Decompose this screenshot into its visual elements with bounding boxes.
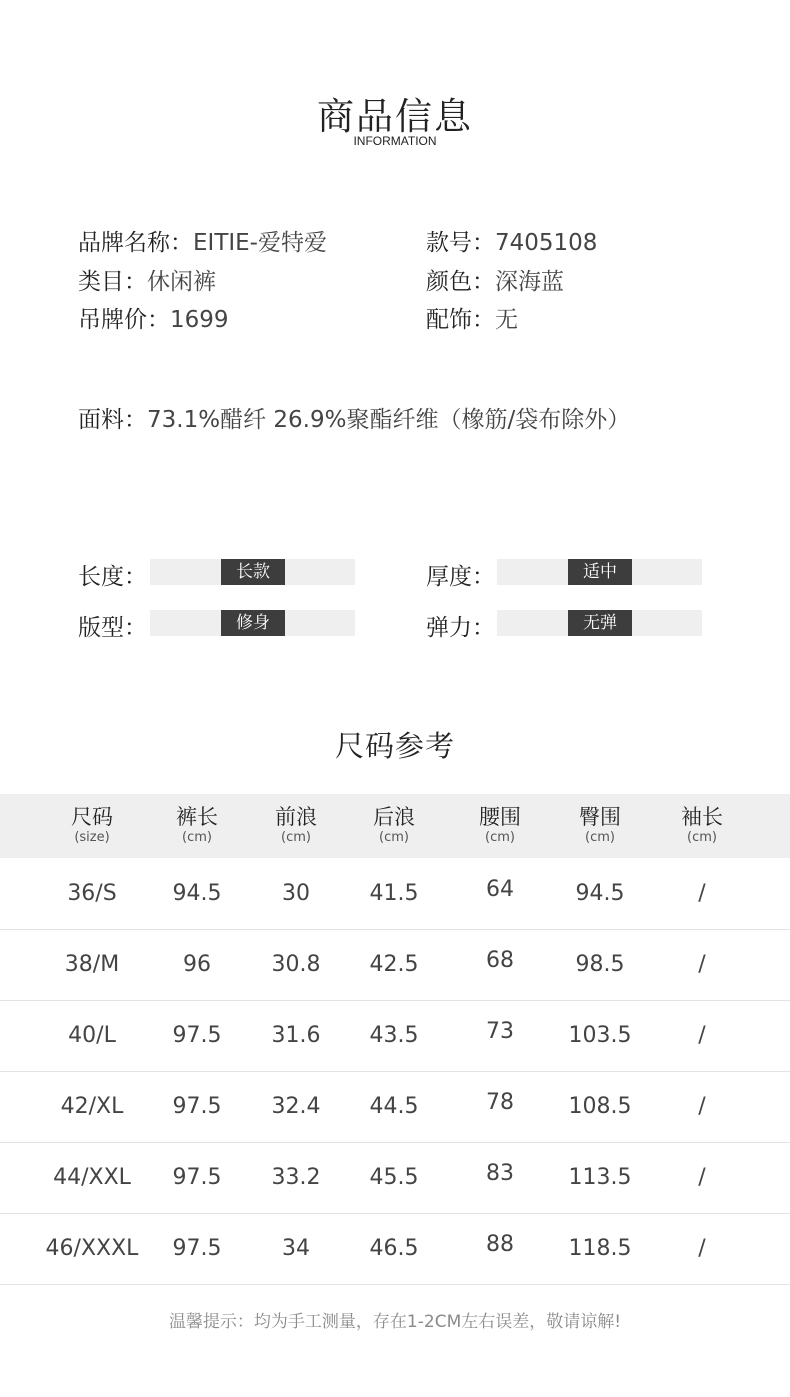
length-scale: [150, 559, 355, 585]
tag-price-value: 1699: [170, 307, 229, 333]
table-cell: 97.5: [172, 1094, 222, 1119]
column-header-sleeve-length: [642, 794, 762, 846]
thickness-scale: [497, 559, 702, 585]
table-cell: 44.5: [369, 1094, 419, 1119]
thickness-label: 厚度：: [426, 564, 495, 590]
column-unit: (cm): [379, 830, 409, 845]
column-header-back-rise: [334, 794, 454, 846]
fit-label: 版型：: [78, 615, 147, 641]
accessory-field: [426, 301, 518, 334]
tag-price-field: [78, 301, 229, 334]
column-name: 后浪: [373, 805, 415, 829]
table-cell: 97.5: [172, 1165, 222, 1190]
table-cell: 36/S: [67, 881, 117, 906]
table-cell: 103.5: [568, 1023, 632, 1048]
brand-field: [78, 224, 327, 257]
color-field: [426, 263, 564, 296]
length-label: 长度：: [78, 564, 147, 590]
table-cell: 42/XL: [60, 1094, 124, 1119]
table-cell: 43.5: [369, 1023, 419, 1048]
column-header-size: [32, 794, 152, 846]
table-cell: 33.2: [271, 1165, 321, 1190]
column-name: 腰围: [479, 805, 521, 829]
size-table-header: [0, 794, 790, 858]
table-cell: /: [698, 881, 706, 906]
column-name: 尺码: [71, 805, 113, 829]
style-no-value: 7405108: [495, 230, 598, 256]
table-cell: 64: [486, 877, 514, 902]
column-unit: (cm): [585, 830, 615, 845]
size-chart-title: 尺码参考: [334, 729, 455, 763]
accessory-label: 配饰：: [426, 307, 495, 333]
table-cell: 45.5: [369, 1165, 419, 1190]
column-unit: (cm): [182, 830, 212, 845]
table-cell: /: [698, 1094, 706, 1119]
table-cell: /: [698, 1165, 706, 1190]
category-field: [78, 263, 216, 296]
section-title-information: 商品信息: [317, 95, 473, 138]
table-cell: 46.5: [369, 1236, 419, 1261]
fabric-field: [78, 401, 630, 434]
table-cell: 31.6: [271, 1023, 321, 1048]
table-cell: 40/L: [68, 1023, 116, 1048]
category-value: 休闲裤: [147, 269, 216, 295]
column-unit: (cm): [687, 830, 717, 845]
table-cell: 34: [282, 1236, 310, 1261]
brand-value: EITIE-爱特爱: [193, 230, 327, 256]
tag-price-label: 吊牌价：: [78, 307, 170, 333]
table-cell: /: [698, 1236, 706, 1261]
column-name: 前浪: [275, 805, 317, 829]
table-cell: 41.5: [369, 881, 419, 906]
color-label: 颜色：: [426, 269, 495, 295]
thickness-value-badge: 适中: [568, 559, 632, 585]
table-row: [0, 1000, 790, 1072]
column-name: 袖长: [681, 805, 723, 829]
table-cell: 32.4: [271, 1094, 321, 1119]
fit-scale: [150, 610, 355, 636]
style-no-field: [426, 224, 597, 257]
table-cell: 113.5: [568, 1165, 632, 1190]
table-cell: 30.8: [271, 952, 321, 977]
table-cell: 44/XXL: [53, 1165, 131, 1190]
table-cell: 98.5: [575, 952, 625, 977]
table-cell: 42.5: [369, 952, 419, 977]
brand-label: 品牌名称：: [78, 230, 193, 256]
elasticity-value-badge: 无弹: [568, 610, 632, 636]
table-row: [0, 929, 790, 1001]
table-cell: 68: [486, 948, 514, 973]
color-value: 深海蓝: [495, 269, 564, 295]
table-row: [0, 1071, 790, 1143]
table-cell: 73: [486, 1019, 514, 1044]
measurement-note: 温馨提示：均为手工测量，存在1-2CM左右误差，敬请谅解!: [168, 1312, 622, 1332]
style-no-label: 款号：: [426, 230, 495, 256]
column-name: 裤长: [176, 805, 218, 829]
fit-value-badge: 修身: [221, 610, 285, 636]
column-unit: (cm): [281, 830, 311, 845]
elasticity-label: 弹力：: [426, 615, 495, 641]
table-cell: 97.5: [172, 1236, 222, 1261]
table-cell: 96: [183, 952, 211, 977]
table-cell: 38/M: [64, 952, 120, 977]
length-value-badge: 长款: [221, 559, 285, 585]
elasticity-scale: [497, 610, 702, 636]
fabric-label: 面料：: [78, 407, 147, 433]
table-cell: 97.5: [172, 1023, 222, 1048]
column-unit: (cm): [485, 830, 515, 845]
table-cell: 94.5: [172, 881, 222, 906]
column-unit: (size): [74, 830, 110, 845]
column-name: 臀围: [579, 805, 621, 829]
table-cell: 78: [486, 1090, 514, 1115]
table-cell: 118.5: [568, 1236, 632, 1261]
table-row: [0, 1213, 790, 1285]
accessory-value: 无: [495, 307, 518, 333]
fabric-value: 73.1%醋纤 26.9%聚酯纤维（橡筋/袋布除外）: [147, 407, 631, 433]
category-label: 类目：: [78, 269, 147, 295]
table-cell: 94.5: [575, 881, 625, 906]
table-cell: 46/XXXL: [45, 1236, 139, 1261]
table-cell: 108.5: [568, 1094, 632, 1119]
table-cell: 83: [486, 1161, 514, 1186]
table-cell: 30: [282, 881, 310, 906]
table-row: [0, 1142, 790, 1214]
section-subtitle-information: INFORMATION: [353, 134, 437, 148]
table-cell: 88: [486, 1232, 514, 1257]
table-cell: /: [698, 1023, 706, 1048]
table-cell: /: [698, 952, 706, 977]
table-row: [0, 858, 790, 930]
